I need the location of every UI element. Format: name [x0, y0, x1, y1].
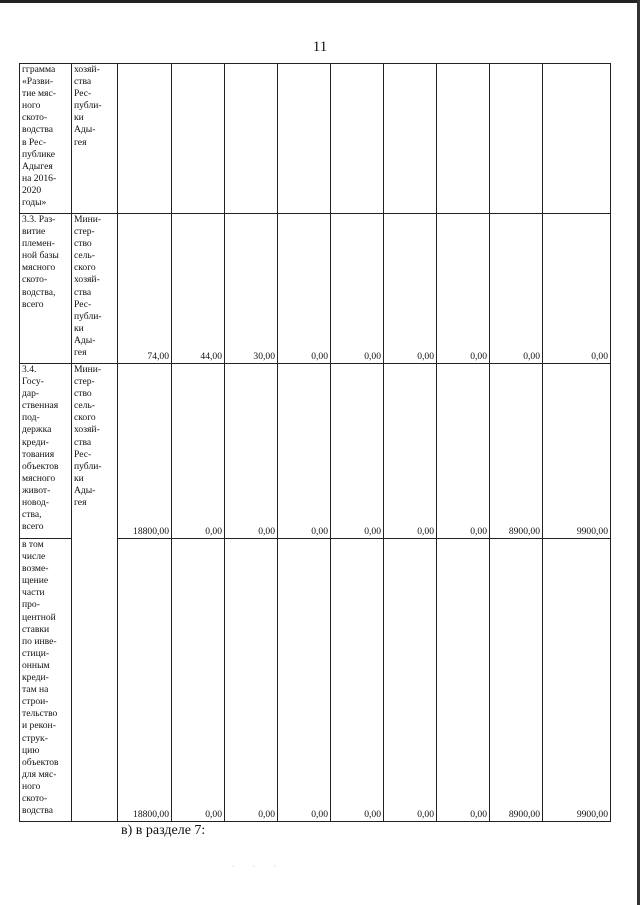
- value-cell: 0,00: [278, 364, 331, 539]
- table-row: [20, 364, 611, 539]
- value-cell: [490, 64, 543, 214]
- value-cell: 0,00: [278, 539, 331, 822]
- value-cell: 0,00: [225, 364, 278, 539]
- value-cell: 0,00: [543, 214, 611, 364]
- program-funding-table: [19, 63, 611, 822]
- value-cell: [172, 64, 225, 214]
- row-name-cell: 3.3. Раз- витие племен- ной базы мясного ското- водства, всего: [20, 214, 72, 364]
- subsection-heading: в) в разделе 7:: [121, 823, 206, 838]
- value-cell: [384, 64, 437, 214]
- value-cell: [225, 64, 278, 214]
- page-number: 11: [312, 39, 328, 55]
- value-cell: 0,00: [172, 539, 225, 822]
- value-cell: 8900,00: [490, 364, 543, 539]
- table-row: [20, 64, 611, 214]
- value-cell: 44,00: [172, 214, 225, 364]
- value-cell: 0,00: [437, 364, 490, 539]
- table-row: [20, 214, 611, 364]
- value-cell: 9900,00: [543, 364, 611, 539]
- value-cell: 0,00: [490, 214, 543, 364]
- value-cell: 74,00: [118, 214, 172, 364]
- value-cell: 0,00: [278, 214, 331, 364]
- value-cell: 30,00: [225, 214, 278, 364]
- executor-cell: хозяй- ства Рес- публи- ки Ады- гея: [72, 64, 118, 214]
- value-cell: [278, 64, 331, 214]
- scan-top-edge: [0, 0, 640, 3]
- value-cell: [543, 64, 611, 214]
- value-cell: 0,00: [331, 539, 384, 822]
- row-name-cell: 3.4. Госу- дар- ственная под- держка креди- тования объектов мясного живот- новод- ства, всего: [20, 364, 72, 539]
- value-cell: 0,00: [331, 214, 384, 364]
- value-cell: 18800,00: [118, 364, 172, 539]
- value-cell: 0,00: [225, 539, 278, 822]
- value-cell: 8900,00: [490, 539, 543, 822]
- value-cell: 0,00: [384, 539, 437, 822]
- value-cell: 0,00: [437, 214, 490, 364]
- executor-cell: Мини- стер- ство сель- ского хозяй- ства Рес- публи- ки Ады- гея: [72, 214, 118, 364]
- value-cell: 0,00: [384, 364, 437, 539]
- value-cell: [118, 64, 172, 214]
- value-cell: 0,00: [437, 539, 490, 822]
- value-cell: 18800,00: [118, 539, 172, 822]
- row-name-cell: в том числе возме- щение части про- центной ставки по инве- стици- онным креди- там на строи- тельство и рекон- струк- цию объектов для мяс- ного ското- водства: [20, 539, 72, 822]
- value-cell: 9900,00: [543, 539, 611, 822]
- value-cell: 0,00: [384, 214, 437, 364]
- value-cell: [331, 64, 384, 214]
- scan-specks: · · ·: [232, 862, 284, 871]
- row-name-cell: гграмма «Разви- тие мяс- ного ското- водства в Рес- публике Адыгея на 2016- 2020 годы»: [20, 64, 72, 214]
- value-cell: 0,00: [331, 364, 384, 539]
- executor-cell: Мини- стер- ство сель- ского хозяй- ства Рес- публи- ки Ады- гея: [72, 364, 118, 822]
- value-cell: 0,00: [172, 364, 225, 539]
- value-cell: [437, 64, 490, 214]
